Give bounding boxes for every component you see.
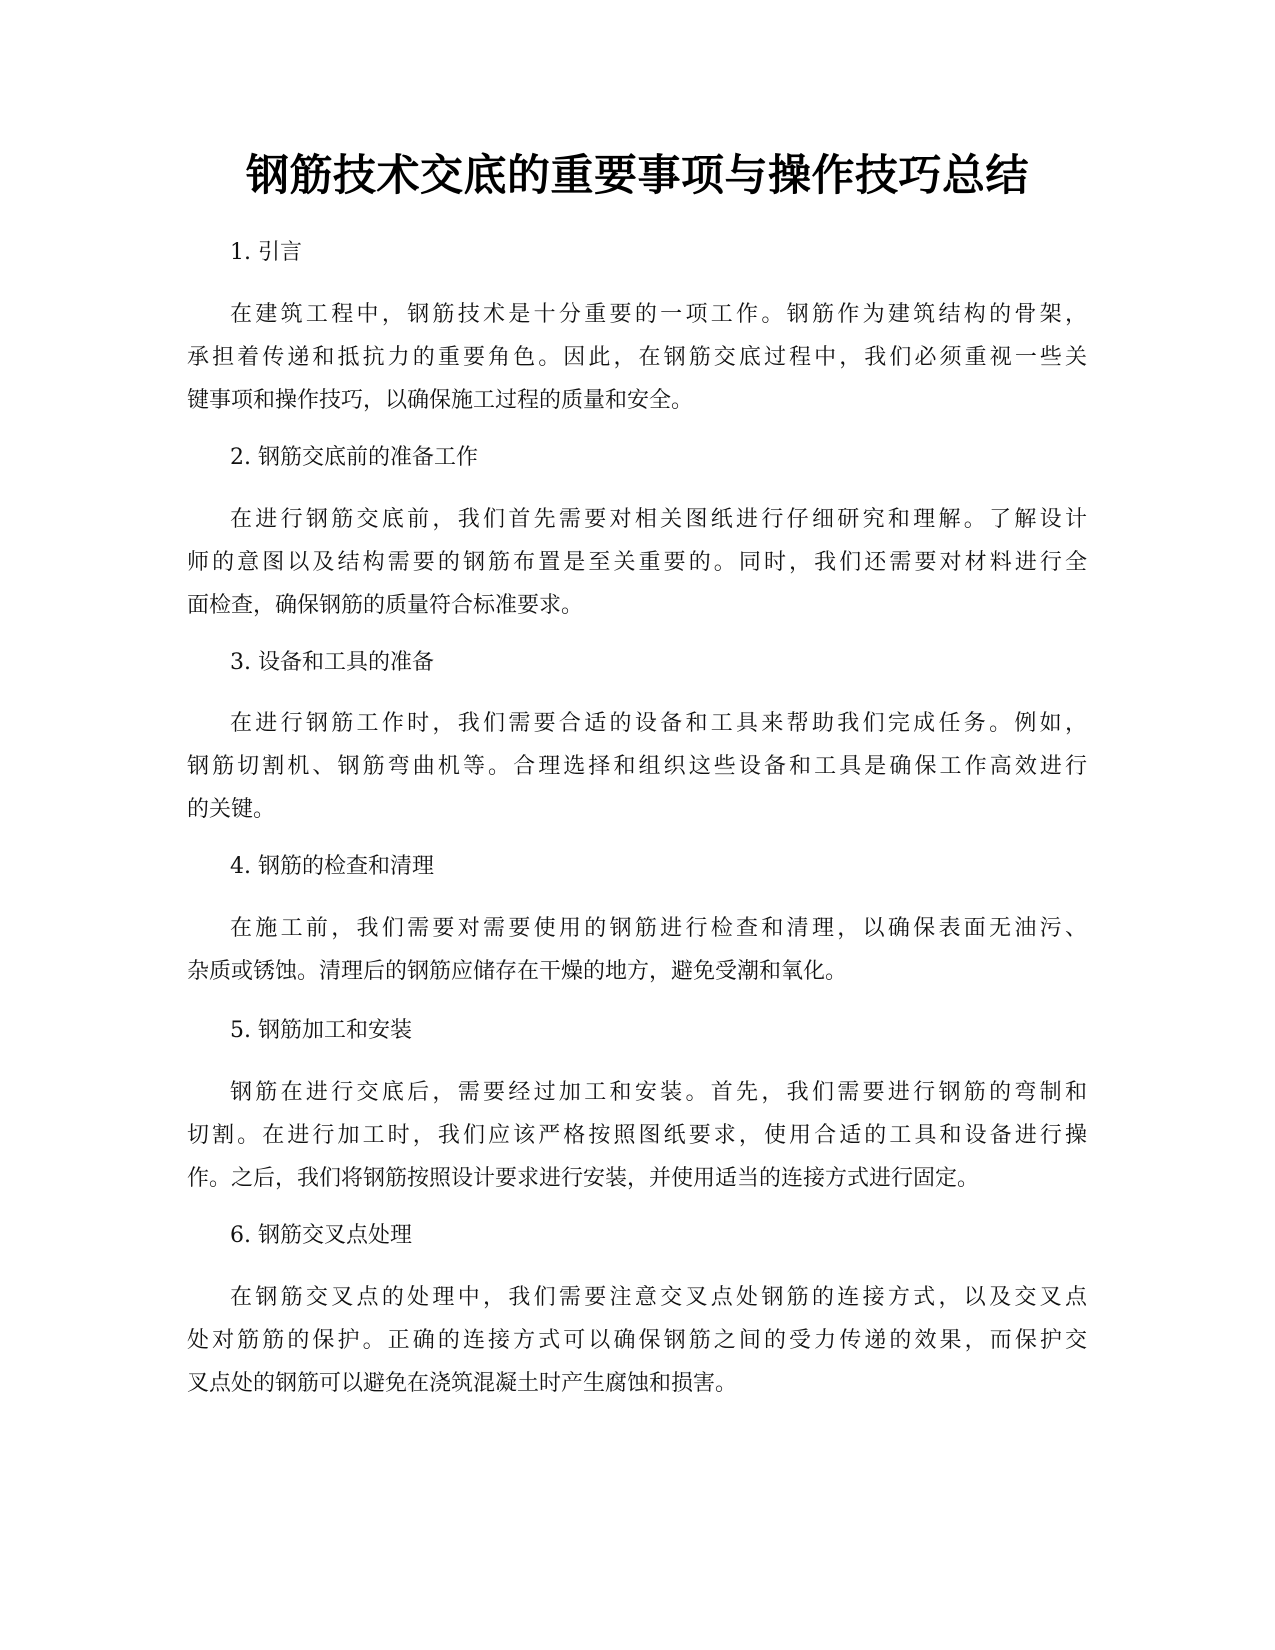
paragraph-line: 作。之后，我们将钢筋按照设计要求进行安装，并使用适当的连接方式进行固定。 — [187, 1166, 980, 1191]
paragraph-line: 在进行钢筋交底前，我们首先需要对相关图纸进行仔细研究和理解。了解设计 — [230, 507, 1087, 532]
section-paragraph-2 — [187, 498, 1087, 627]
section-paragraph-3 — [187, 702, 1087, 831]
section-heading-5: 5. 钢筋加工和安装 — [230, 1018, 412, 1043]
document-title: 钢筋技术交底的重要事项与操作技巧总结 — [246, 151, 1029, 201]
section-heading-6: 6. 钢筋交叉点处理 — [230, 1223, 412, 1248]
paragraph-line: 师的意图以及结构需要的钢筋布置是至关重要的。同时，我们还需要对材料进行全 — [187, 550, 1087, 575]
paragraph-line: 的关键。 — [187, 797, 276, 822]
section-heading-3: 3. 设备和工具的准备 — [230, 650, 434, 675]
paragraph-line: 承担着传递和抵抗力的重要角色。因此，在钢筋交底过程中，我们必须重视一些关 — [187, 345, 1087, 370]
section-heading-2: 2. 钢筋交底前的准备工作 — [230, 445, 478, 470]
section-paragraph-5 — [187, 1071, 1087, 1200]
paragraph-line: 处对筋筋的保护。正确的连接方式可以确保钢筋之间的受力传递的效果，而保护交 — [187, 1328, 1087, 1353]
paragraph-line: 杂质或锈蚀。清理后的钢筋应储存在干燥的地方，避免受潮和氧化。 — [187, 959, 848, 984]
paragraph-line: 在钢筋交叉点的处理中，我们需要注意交叉点处钢筋的连接方式，以及交叉点 — [230, 1285, 1087, 1310]
paragraph-line: 在施工前，我们需要对需要使用的钢筋进行检查和清理，以确保表面无油污、 — [230, 916, 1087, 941]
paragraph-line: 叉点处的钢筋可以避免在浇筑混凝土时产生腐蚀和损害。 — [187, 1371, 738, 1396]
section-paragraph-4 — [187, 907, 1087, 993]
paragraph-line: 钢筋在进行交底后，需要经过加工和安装。首先，我们需要进行钢筋的弯制和 — [230, 1080, 1087, 1105]
paragraph-line: 键事项和操作技巧，以确保施工过程的质量和安全。 — [187, 388, 694, 413]
section-paragraph-6 — [187, 1276, 1087, 1405]
paragraph-line: 切割。在进行加工时，我们应该严格按照图纸要求，使用合适的工具和设备进行操 — [187, 1123, 1087, 1148]
paragraph-line: 钢筋切割机、钢筋弯曲机等。合理选择和组织这些设备和工具是确保工作高效进行 — [187, 754, 1087, 779]
paragraph-line: 在建筑工程中，钢筋技术是十分重要的一项工作。钢筋作为建筑结构的骨架， — [230, 302, 1087, 327]
paragraph-line: 面检查，确保钢筋的质量符合标准要求。 — [187, 593, 584, 618]
section-heading-4: 4. 钢筋的检查和清理 — [230, 854, 434, 879]
section-paragraph-1 — [187, 293, 1087, 422]
section-heading-1: 1. 引言 — [230, 240, 302, 265]
paragraph-line: 在进行钢筋工作时，我们需要合适的设备和工具来帮助我们完成任务。例如， — [230, 711, 1087, 736]
